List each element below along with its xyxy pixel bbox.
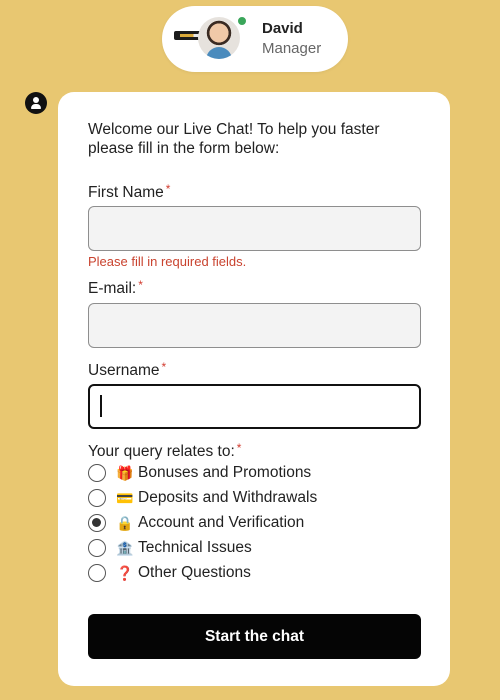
agent-photo [198, 17, 240, 59]
question-icon: ❓ [116, 565, 134, 581]
required-mark: * [165, 182, 171, 196]
user-avatar-icon [25, 92, 47, 114]
credit-card-icon: 💳 [116, 490, 134, 506]
username-label: Username * [88, 360, 167, 379]
welcome-message: Welcome our Live Chat! To help you faster please fill in the form below: [88, 121, 380, 157]
bank-icon: 🏦 [116, 540, 134, 556]
agent-role: Manager [262, 40, 322, 57]
query-option-radio[interactable] [88, 489, 106, 507]
lock-icon: 🔒 [116, 515, 134, 531]
query-label: Your query relates to: * [88, 441, 242, 460]
query-option-radio[interactable] [88, 539, 106, 557]
required-mark: * [236, 441, 242, 455]
prechat-form-card [58, 92, 450, 686]
query-option[interactable] [88, 512, 304, 534]
query-option-label: Account and Verification [138, 514, 305, 531]
agent-header [162, 6, 348, 72]
query-option[interactable] [88, 487, 317, 509]
query-option-radio[interactable] [88, 564, 106, 582]
email-label: E-mail: * [88, 278, 143, 297]
agent-name: David [262, 20, 303, 37]
error-message: Please fill in required fields. [88, 254, 247, 269]
text-caret [100, 395, 102, 417]
online-status-icon [236, 15, 248, 27]
start-chat-button[interactable]: Start the chat [88, 614, 421, 659]
query-option[interactable] [88, 562, 251, 584]
username-input[interactable] [88, 384, 421, 429]
query-option[interactable] [88, 462, 311, 484]
email-input[interactable] [88, 303, 421, 348]
query-option-label: Other Questions [138, 564, 251, 581]
first-name-input[interactable] [88, 206, 421, 251]
query-option-label: Technical Issues [138, 539, 252, 556]
query-option-radio[interactable] [88, 464, 106, 482]
required-mark: * [161, 360, 167, 374]
required-mark: * [138, 278, 143, 292]
query-option-label: Bonuses and Promotions [138, 464, 312, 481]
query-option-label: Deposits and Withdrawals [138, 489, 318, 506]
agent-avatar [174, 13, 238, 65]
gift-icon: 🎁 [116, 465, 134, 481]
query-option-radio[interactable] [88, 514, 106, 532]
query-option[interactable] [88, 537, 252, 559]
first-name-label: First Name * [88, 182, 171, 201]
